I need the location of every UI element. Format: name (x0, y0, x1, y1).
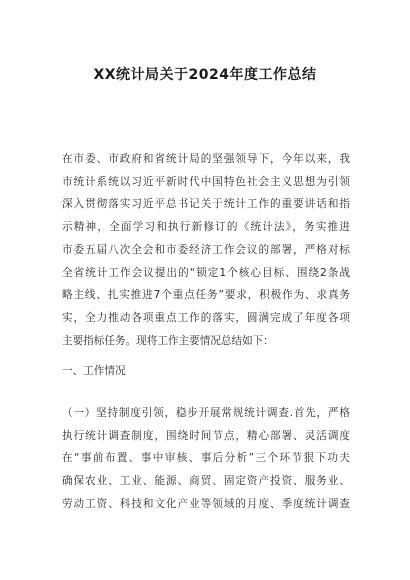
paragraph-line: 确保农业、工业、能源、商贸、固定资产投资、服务业、 (62, 475, 350, 488)
paragraph-line: 实，全力推动各项重点工作的落实，圆满完成了年度各项 (62, 311, 350, 324)
paragraph-line: 市委五届八次全会和市委经济工作会议的部署，严格对标 (62, 243, 350, 256)
paragraph-line: 劳动工资、科技和文化产业等领域的月度、季度统计调查 (62, 497, 350, 510)
document-title: XX统计局关于2024年度工作总结 (93, 67, 317, 83)
section-paragraph (62, 402, 350, 516)
section-heading: 一、工作情况 (62, 365, 126, 377)
paragraph-line: 主要指标任务。现将工作主要情况总结如下： (62, 334, 274, 347)
paragraph-line: 执行统计调查制度，围绕时间节点，精心部署、灵活调度 (62, 429, 350, 442)
paragraph-line: 在“事前布置、事中审核、事后分析”三个环节狠下功夫 (62, 452, 350, 465)
paragraph-line: 深入贯彻落实习近平总书记关于统计工作的重要讲话和指 (62, 198, 350, 211)
intro-paragraph (62, 148, 350, 352)
paragraph-line: （一）坚持制度引领，稳步开展常规统计调查.首先，严格 (62, 407, 350, 419)
paragraph-line: 全省统计工作会议提出的“锁定1个核心目标、围绕2条战 (62, 266, 350, 279)
paragraph-line: 示精神，全面学习和执行新修订的《统计法》，务实推进 (62, 221, 350, 234)
paragraph-line: 在市委、市政府和省统计局的坚强领导下，今年以来，我 (62, 153, 350, 165)
paragraph-line: 市统计系统以习近平新时代中国特色社会主义思想为引领 (62, 175, 350, 188)
paragraph-line: 略主线、扎实推进7个重点任务”要求，积极作为、求真务 (62, 289, 350, 302)
